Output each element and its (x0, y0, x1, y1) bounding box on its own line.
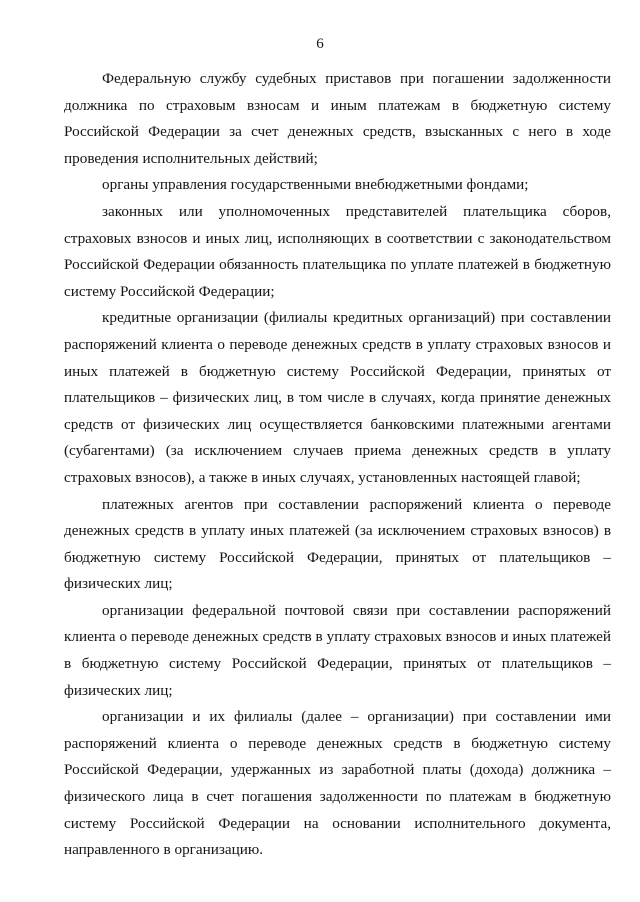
document-body (64, 66, 611, 864)
paragraph-credit-organizations: кредитные организации (филиалы кредитных организаций) при составлении распоряжений клиента о переводе денежных средств в уплату страховых взносов и иных платежей в бюджетную систему Российской Федерации, принятых от плательщиков – физических лиц, в том числе в случаях, когда принятие денежных средств от физических лиц осуществляется банковскими платежными агентами (субагентами) (за исключением случаев приема денежных средств в уплату страховых взносов), а также в иных случаях, установленных настоящей главой; (64, 309, 611, 486)
paragraph-representatives: законных или уполномоченных представителей плательщика сборов, страховых взносов и иных лиц, исполняющих в соответствии с законодательством Российской Федерации обязанность плательщика по уплате платежей в бюджетную систему Российской Федерации; (64, 202, 611, 300)
page-number: 6 (316, 36, 324, 52)
paragraph-fssp: Федеральную службу судебных приставов при погашении задолженности должника по страховым взносам и иным платежам в бюджетную систему Российской Федерации за счет денежных средств, взысканных с него в ходе проведения исполнительных действий; (64, 70, 611, 167)
paragraph-organizations-branches: организации и их филиалы (далее – организации) при составлении ими распоряжений клиента о переводе денежных средств в бюджетную систему Российской Федерации, удержанных из заработной платы (дохода) должника – физического лица в счет погашения задолженности по платежам в бюджетную систему Российской Федерации на основании исполнительного документа, направленного в организацию. (64, 708, 611, 859)
paragraph-extrabudgetary-funds: органы управления государственными внебюджетными фондами; (102, 176, 529, 194)
paragraph-payment-agents: платежных агентов при составлении распоряжений клиента о переводе денежных средств в уплату иных платежей (за исключением страховых взносов) в бюджетную систему Российской Федерации, принятых от плательщиков – физических лиц; (64, 495, 611, 593)
paragraph-postal-organizations: организации федеральной почтовой связи при составлении распоряжений клиента о переводе денежных средств в уплату страховых взносов и иных платежей в бюджетную систему Российской Федерации, принятых от плательщиков – физических лиц; (64, 601, 611, 699)
